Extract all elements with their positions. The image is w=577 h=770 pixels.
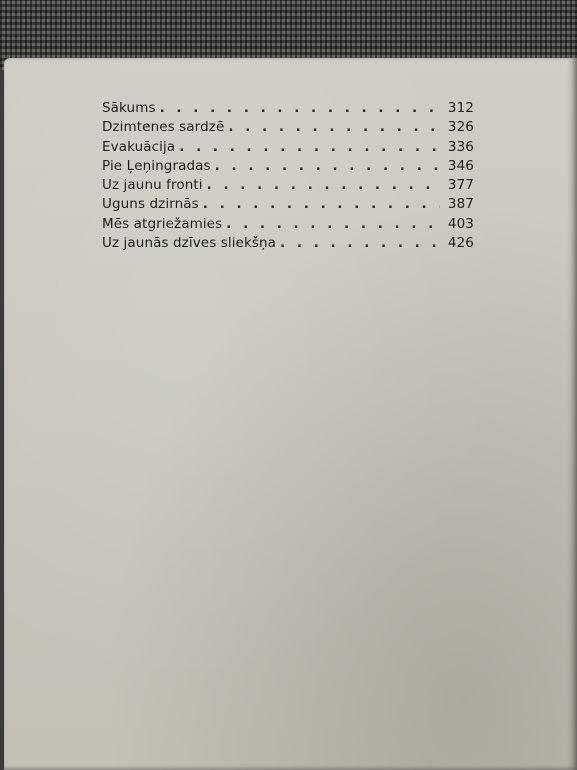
toc-entry-title: Dzimtenes sardzē	[102, 119, 225, 136]
page-edge-shadow	[567, 58, 577, 770]
toc-entry-title: Uz jaunās dzīves sliekšņa	[102, 235, 277, 252]
toc-entry-page: 336	[447, 138, 474, 155]
toc-entry-page: 426	[447, 235, 474, 252]
toc-entry-title: Sākums	[102, 100, 156, 116]
toc-entry	[102, 158, 474, 177]
toc-leader-dots	[203, 196, 440, 212]
toc-entry	[102, 177, 474, 196]
toc-leader-dots	[160, 100, 440, 116]
toc-entry-title: Pie Ļeņingradas	[102, 157, 211, 174]
toc-entry	[102, 216, 474, 235]
toc-entry	[102, 235, 474, 254]
toc-entry	[102, 196, 474, 215]
toc-entry	[102, 139, 474, 158]
toc-leader-dots	[228, 119, 440, 135]
toc-entry-title: Uz jaunu fronti	[102, 177, 203, 194]
toc-entry	[102, 119, 474, 138]
toc-entry	[102, 100, 474, 119]
toc-leader-dots	[179, 139, 440, 155]
toc-leader-dots	[207, 177, 440, 193]
toc-entry-page: 377	[447, 177, 474, 194]
toc-entry-page: 326	[447, 119, 474, 136]
toc-entry-page: 387	[447, 196, 474, 213]
toc-entry-title: Mēs atgriežamies	[102, 215, 223, 232]
toc-entry-page: 403	[447, 215, 474, 232]
toc-entry-page: 312	[447, 100, 474, 116]
book-page	[4, 58, 577, 770]
toc-entry-title: Evakuācija	[102, 138, 176, 155]
toc-leader-dots	[215, 158, 440, 174]
toc-entry-title: Uguns dzirnās	[102, 196, 199, 213]
toc-leader-dots	[226, 216, 440, 232]
table-of-contents	[102, 100, 474, 254]
toc-entry-page: 346	[447, 157, 474, 174]
toc-leader-dots	[280, 235, 440, 251]
